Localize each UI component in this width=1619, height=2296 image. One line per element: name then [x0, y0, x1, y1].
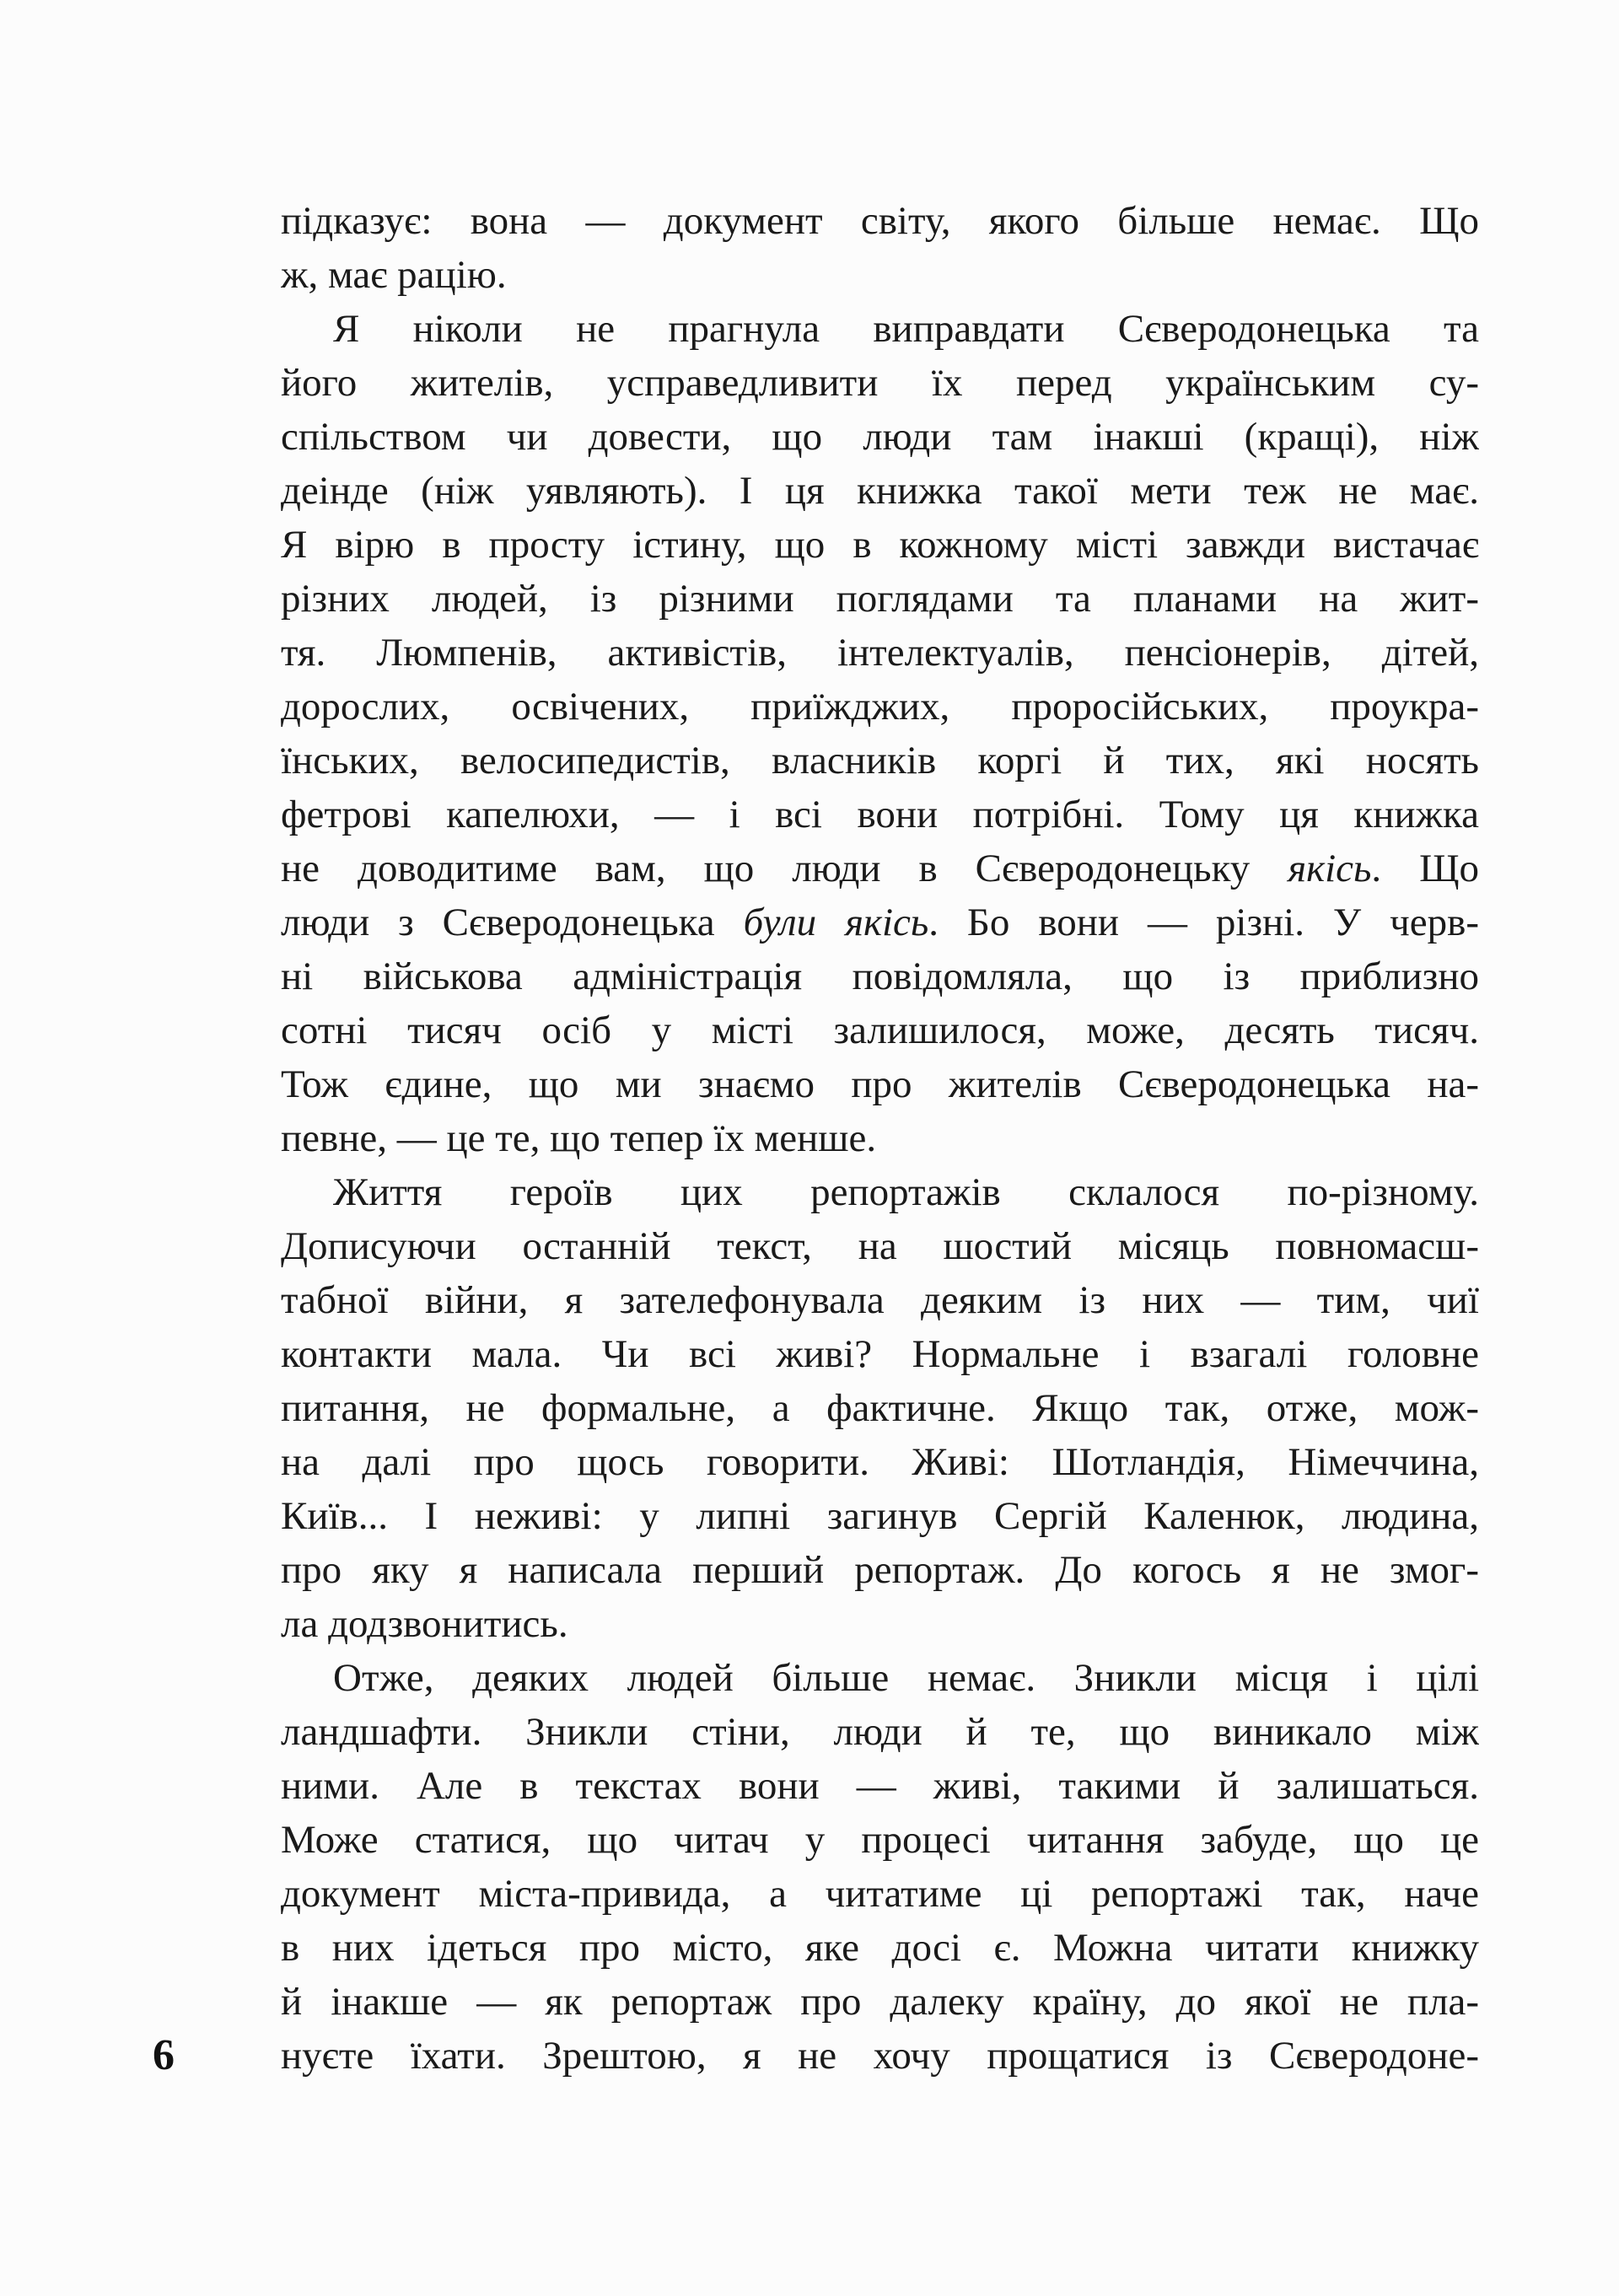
text-line [281, 1219, 1479, 1273]
text-line [281, 356, 1479, 410]
body-text: фетрові капелюхи, — і всі вони потрібні. Тому ця книжка [281, 793, 1479, 836]
body-text: ні військова адміністрація повідомляла, що із приблизно [281, 954, 1479, 998]
text-line [281, 2029, 1479, 2083]
text-line [281, 626, 1479, 680]
text-line [281, 464, 1479, 518]
text-line [281, 1435, 1479, 1489]
emphasized-text: були якісь [743, 901, 929, 944]
body-text: Може статися, що читач у процесі читання забуде, що це [281, 1818, 1479, 1862]
body-text: нуєте їхати. Зрештою, я не хочу прощатися із Сєверодоне- [281, 2034, 1479, 2078]
text-line [281, 1111, 1479, 1165]
body-text: не доводитиме вам, що люди в Сєверодонецьку [281, 847, 1288, 890]
page-number: 6 [153, 2031, 175, 2079]
body-text: Тож єдине, що ми знаємо про жителів Сєверодонецька на- [281, 1062, 1479, 1106]
body-text: сотні тисяч осіб у місті залишилося, може, десять тисяч. [281, 1008, 1479, 1052]
body-text: й інакше — як репортаж про далеку країну, до якої не пла- [281, 1980, 1479, 2024]
body-text: ла додзвонитись. [281, 1602, 568, 1646]
body-text: табної війни, я зателефонувала деяким із них — тим, чиї [281, 1278, 1479, 1322]
text-line [281, 1867, 1479, 1921]
body-text: документ міста-привида, а читатиме ці репортажі так, наче [281, 1872, 1479, 1916]
body-text: дорослих, освічених, приїжджих, проросійських, проукра- [281, 685, 1479, 729]
text-line [281, 1651, 1479, 1705]
body-text: . Бо вони — різні. У черв- [928, 901, 1479, 944]
text-line [281, 1327, 1479, 1381]
text-line [281, 302, 1479, 356]
text-line [281, 1489, 1479, 1543]
body-text: підказує: вона — документ світу, якого більше немає. Що [281, 199, 1479, 243]
body-text: в них ідеться про місто, яке досі є. Можна читати книжку [281, 1926, 1479, 1970]
body-text: тя. Люмпенів, активістів, інтелектуалів, пенсіонерів, дітей, [281, 631, 1479, 675]
text-line [281, 1975, 1479, 2029]
body-text: їнських, велосипедистів, власників коргі й тих, які носять [281, 739, 1479, 782]
text-line [281, 1813, 1479, 1867]
text-line [281, 194, 1479, 248]
text-line [281, 949, 1479, 1003]
text-line [281, 895, 1479, 949]
body-text: про яку я написала перший репортаж. До когось я не змог- [281, 1548, 1479, 1592]
text-line [281, 1705, 1479, 1759]
text-line [281, 788, 1479, 842]
body-text: ж, має рацію. [281, 253, 507, 297]
text-line [281, 1759, 1479, 1813]
text-line [281, 1921, 1479, 1975]
text-line [281, 572, 1479, 626]
body-text: деінде (ніж уявляють). І ця книжка такої мети теж не має. [281, 469, 1479, 513]
body-text: спільством чи довести, що люди там інакші (кращі), ніж [281, 415, 1479, 459]
text-line [281, 248, 1479, 302]
body-text: на далі про щось говорити. Живі: Шотландія, Німеччина, [281, 1440, 1479, 1484]
text-line [281, 734, 1479, 788]
text-line [281, 1543, 1479, 1597]
text-line [281, 1597, 1479, 1651]
text-line [281, 1003, 1479, 1057]
body-text: Я ніколи не прагнула виправдати Сєверодонецька та [333, 307, 1479, 351]
body-text: ними. Але в текстах вони — живі, такими й залишаться. [281, 1764, 1479, 1808]
emphasized-text: якісь [1288, 847, 1372, 890]
body-text: питання, не формальне, а фактичне. Якщо так, отже, мож- [281, 1386, 1479, 1430]
body-text: різних людей, із різними поглядами та планами на жит- [281, 577, 1479, 621]
text-line [281, 410, 1479, 464]
text-line [281, 1057, 1479, 1111]
text-line [281, 1273, 1479, 1327]
body-text: контакти мала. Чи всі живі? Нормальне і взагалі головне [281, 1332, 1479, 1376]
text-line [281, 1381, 1479, 1435]
body-text: його жителів, усправедливити їх перед українським су- [281, 361, 1479, 405]
body-text: . Що [1371, 847, 1479, 890]
body-text: ландшафти. Зникли стіни, люди й те, що виникало між [281, 1710, 1479, 1754]
text-line [281, 680, 1479, 734]
body-text: Дописуючи останній текст, на шостий місяць повномасш- [281, 1224, 1479, 1268]
text-line [281, 1165, 1479, 1219]
body-text: Я вірю в просту істину, що в кожному місті завжди вистачає [281, 523, 1479, 567]
body-text: Київ... І неживі: у липні загинув Сергій Каленюк, людина, [281, 1494, 1479, 1538]
body-text: Життя героїв цих репортажів склалося по-різному. [333, 1170, 1479, 1214]
body-text: Отже, деяких людей більше немає. Зникли місця і цілі [333, 1656, 1479, 1700]
text-line [281, 842, 1479, 895]
text-line [281, 518, 1479, 572]
body-text: люди з Сєверодонецька [281, 901, 744, 944]
text-block [281, 194, 1479, 2083]
body-text: певне, — це те, що тепер їх менше. [281, 1116, 877, 1160]
